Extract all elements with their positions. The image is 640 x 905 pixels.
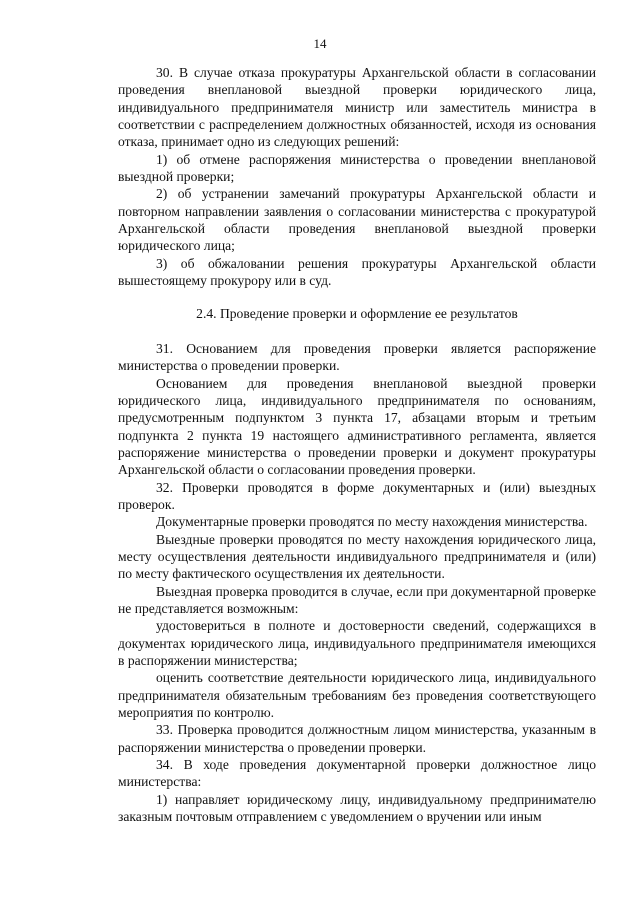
paragraph-32-documentary: Документарные проверки проводятся по месту нахождения министерства. xyxy=(156,514,588,530)
paragraph-32: 32. Проверки проводятся в форме документарных и (или) выездных проверок. xyxy=(118,479,596,512)
paragraph-34: 34. В ходе проведения документарной проверки должностное лицо министерства: xyxy=(118,757,596,790)
page-number: 14 xyxy=(313,36,327,51)
paragraph-30-option-3: 3) об обжаловании решения прокуратуры Архангельской области вышестоящему прокурору или в суд. xyxy=(118,255,596,289)
paragraph-34-item-1: 1) направляет юридическому лицу, индивидуальному предпринимателю заказным почтовым отправлением с уведомлением о вручении или иным xyxy=(118,791,596,825)
paragraph-33: 33. Проверка проводится должностным лицом министерства, указанным в распоряжении министерства о проведении проверки. xyxy=(118,722,596,755)
paragraph-30: 30. В случае отказа прокуратуры Архангельской области в согласовании проведения внеплановой выездной проверки юридического лица, индивидуального предпринимателя министр или заместитель министра в соответствии с распределением должностных обязанностей, исходя из основания отказа, принимает одно из следующих решений: xyxy=(118,65,596,150)
paragraph-32-onsite: Выездные проверки проводятся по месту нахождения юридического лица, месту осуществления деятельности индивидуального предпринимателя и (или) по месту фактического осуществления их деятельности. xyxy=(118,531,596,582)
paragraph-30-option-1: 1) об отмене распоряжения министерства о проведении внеплановой выездной проверки; xyxy=(118,151,596,185)
paragraph-32-case-2: оценить соответствие деятельности юридического лица, индивидуального предпринимателя обязательным требованиям без проведения соответствующего мероприятия по контролю. xyxy=(118,670,596,721)
paragraph-31-basis: Основанием для проведения внеплановой выездной проверки юридического лица, индивидуального предпринимателя по основаниям, предусмотренным подпунктом 3 пункта 17, абзацами вторым и третьим подпункта 2 пункта 19 настоящего административного регламента, является распоряжение министерства о проведении проверки и документ прокуратуры Архангельской области о согласовании проведения проверки. xyxy=(118,375,596,478)
document-body xyxy=(118,64,596,825)
paragraph-30-option-2: 2) об устранении замечаний прокуратуры Архангельской области и повторном направлении заявления о согласовании министерства с прокуратурой Архангельской области проведения внеплановой выездной проверки юридического лица; xyxy=(118,186,596,254)
section-heading: 2.4. Проведение проверки и оформление ее результатов xyxy=(196,306,518,322)
paragraph-31: 31. Основанием для проведения проверки является распоряжение министерства о проведении проверки. xyxy=(118,340,596,374)
paragraph-32-case-1: удостовериться в полноте и достоверности сведений, содержащихся в документах юридического лица, индивидуального предпринимателя имеющихся в распоряжении министерства; xyxy=(118,618,596,668)
paragraph-32-onsite-cases: Выездная проверка проводится в случае, если при документарной проверке не представляется возможным: xyxy=(118,583,596,616)
